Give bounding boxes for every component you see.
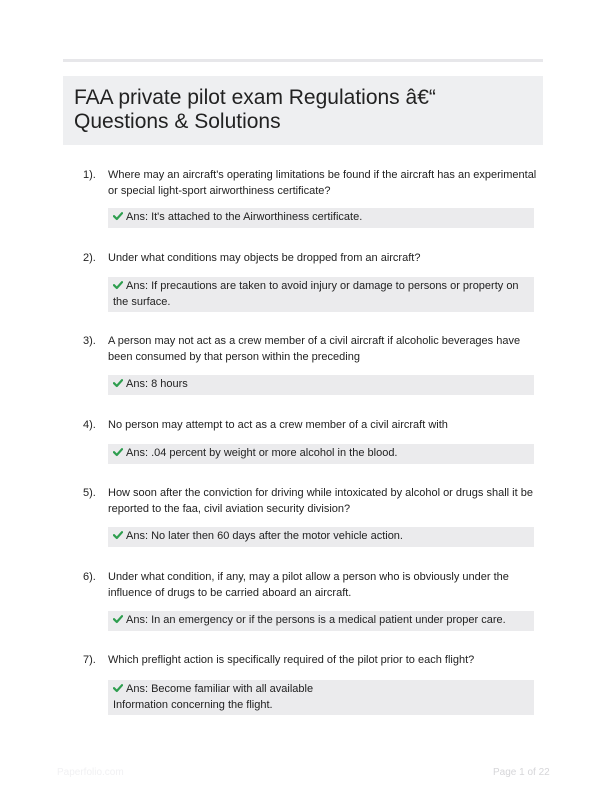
check-icon [113,211,123,221]
question-number: 7). [83,654,96,666]
question-number: 6). [83,571,96,583]
answer-box [108,527,534,547]
question-text: Under what condition, if any, may a pilot allow a person who is obviously under the influence of drugs to be carried aboard an aircraft. [108,571,509,599]
answer-text: Ans: It's attached to the Airworthiness certificate. [126,211,363,223]
answer-box [108,611,534,631]
page-number: Page 1 of 22 [493,767,550,778]
answer-box [108,208,534,228]
answer-text: Ans: In an emergency or if the persons is a medical patient under proper care. [126,614,506,626]
page-title: FAA private pilot exam Regulations â€“ Questions & Solutions [74,86,436,133]
question-text: Where may an aircraft's operating limitations be found if the aircraft has an experimental or special light-sport airworthiness certificate? [108,169,537,197]
footer-watermark: Paperfolio.com [57,767,124,778]
answer-box [108,444,534,464]
question-text: A person may not act as a crew member of a civil aircraft if alcoholic beverages have been consumed by that person within the preceding [108,335,521,363]
check-icon [113,614,123,624]
answer-text: Ans: 8 hours [126,378,188,390]
check-icon [113,378,123,388]
top-divider [63,59,543,62]
check-icon [113,530,123,540]
check-icon [113,280,123,290]
answer-box [108,680,534,715]
question-text: How soon after the conviction for driving while intoxicated by alcohol or drugs shall it be reported to the faa, civil aviation security division? [108,487,533,515]
answer-text: Ans: Become familiar with all available [126,683,314,695]
check-icon [113,447,123,457]
question-number: 1). [83,169,96,181]
question-number: 4). [83,419,96,431]
answer-text: Ans: If precautions are taken to avoid injury or damage to persons or property on the surface. [113,280,519,308]
answer-box [108,375,534,395]
title-box [63,76,543,145]
answer-box [108,277,534,312]
question-text: Which preflight action is specifically required of the pilot prior to each flight? [108,654,475,666]
answer-text: Ans: No later then 60 days after the motor vehicle action. [126,530,403,542]
question-text: Under what conditions may objects be dropped from an aircraft? [108,252,421,264]
question-number: 2). [83,252,96,264]
question-number: 3). [83,335,96,347]
answer-text: Ans: .04 percent by weight or more alcohol in the blood. [126,447,398,459]
answer-text-continued: Information concerning the flight. [113,698,273,711]
question-number: 5). [83,487,96,499]
question-text: No person may attempt to act as a crew member of a civil aircraft with [108,419,448,431]
check-icon [113,683,123,693]
